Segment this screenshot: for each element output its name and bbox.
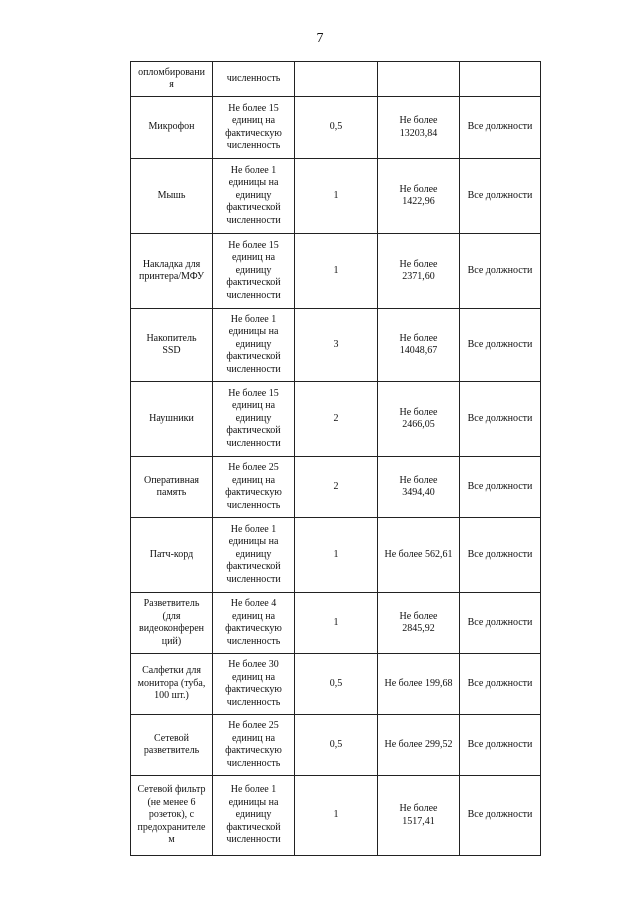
- table-row: [131, 159, 541, 234]
- quantity-norm-line: единицу: [235, 338, 272, 350]
- item-name-line: SSD: [162, 345, 181, 356]
- quantity-norm-line: единиц на: [231, 474, 276, 486]
- price-limit-line: Не более: [399, 183, 438, 195]
- quantity-norm-line: фактической: [226, 351, 281, 363]
- price-limit-line: Не более: [399, 610, 438, 622]
- item-name-cell: [131, 159, 213, 234]
- quantity-norm-cell: [213, 309, 295, 382]
- quantity-norm-line: единицы на: [228, 326, 279, 338]
- price-limit-cell: [378, 309, 460, 382]
- quantity-norm-line: численность: [226, 499, 281, 511]
- price-limit-cell: [378, 457, 460, 518]
- positions-cell: Все должности: [460, 654, 541, 715]
- quantity-norm-line: численности: [226, 573, 281, 585]
- quantity-norm-line: Не более 25: [228, 720, 279, 731]
- page-number: 7: [316, 31, 324, 46]
- quantity-norm-line: единицу: [235, 189, 272, 201]
- quantity-norm-cell: [213, 715, 295, 776]
- price-limit-cell: [378, 382, 460, 457]
- quantity-norm-line: фактическую: [225, 127, 282, 139]
- positions-cell: Все должности: [460, 518, 541, 593]
- quantity-norm-line: численность: [226, 635, 281, 647]
- price-limit-line: 2466,05: [402, 419, 435, 430]
- item-name-line: (не менее 6: [147, 796, 196, 808]
- price-limit-cell: [378, 518, 460, 593]
- quantity-norm-line: фактической: [226, 277, 281, 289]
- table-row: [131, 715, 541, 776]
- quantity-norm-line: единицу: [235, 412, 272, 424]
- quantity-norm-line: единиц на: [231, 732, 276, 744]
- quantity-norm-cell: [213, 382, 295, 457]
- item-name-line: Патч-корд: [149, 548, 194, 560]
- quantity-norm-line: численности: [226, 834, 281, 846]
- item-name-line: Накладка для: [142, 258, 201, 270]
- quantity-norm-line: численности: [226, 437, 281, 449]
- price-limit-cell: [378, 593, 460, 654]
- quantity-norm-line: единицы на: [228, 796, 279, 808]
- item-name-line: принтера/МФУ: [138, 271, 205, 282]
- quantity-norm-cell: [213, 776, 295, 856]
- quantity-norm-cell: [213, 62, 295, 97]
- price-limit-cell: [378, 654, 460, 715]
- table-row: [131, 776, 541, 856]
- units-count-cell: 0,5: [295, 97, 378, 159]
- item-name-line: Сетевой: [153, 732, 190, 744]
- table-row: [131, 97, 541, 159]
- price-limit-line: Не более: [399, 115, 438, 126]
- positions-cell: [460, 62, 541, 97]
- positions-cell: Все должности: [460, 715, 541, 776]
- quantity-norm-cell: [213, 234, 295, 309]
- quantity-norm-line: Не более 1: [230, 784, 277, 796]
- table-row: [131, 62, 541, 97]
- quantity-norm-line: Не более 15: [228, 239, 279, 251]
- item-name-line: память: [156, 487, 187, 498]
- item-name-line: Накопитель: [146, 332, 197, 344]
- quantity-norm-line: единицы на: [228, 536, 279, 548]
- item-name-line: ций): [161, 635, 182, 647]
- quantity-norm-line: фактическую: [225, 684, 282, 695]
- quantity-norm-line: единицы на: [228, 177, 279, 189]
- item-name-line: разветвитель: [143, 745, 200, 756]
- item-name-line: (для: [162, 610, 181, 622]
- quantity-norm-cell: [213, 97, 295, 159]
- item-name-cell: [131, 715, 213, 776]
- item-name-cell: [131, 234, 213, 309]
- quantity-norm-line: единиц на: [231, 252, 276, 264]
- quantity-norm-line: единиц на: [231, 610, 276, 622]
- quantity-norm-line: фактической: [226, 425, 281, 437]
- item-name-line: видеоконферен: [138, 623, 204, 634]
- quantity-norm-line: Не более 25: [228, 462, 279, 473]
- price-limit-line: 13203,84: [399, 127, 438, 139]
- units-count-cell: 0,5: [295, 654, 378, 715]
- quantity-norm-line: численность: [226, 696, 281, 708]
- table-row: [131, 654, 541, 715]
- quantity-norm-line: Не более 1: [230, 313, 277, 325]
- price-limit-line: 3494,40: [402, 487, 435, 498]
- item-name-line: м: [168, 834, 175, 846]
- quantity-norm-line: численности: [226, 214, 281, 226]
- quantity-norm-line: Не более 15: [228, 387, 279, 399]
- units-count-cell: [295, 62, 378, 97]
- item-name-line: я: [169, 79, 174, 90]
- price-limit-line: Не более: [399, 406, 438, 418]
- item-name-cell: [131, 457, 213, 518]
- item-name-cell: [131, 97, 213, 159]
- units-count-cell: 2: [295, 457, 378, 518]
- table-row: [131, 309, 541, 382]
- units-count-cell: 0,5: [295, 715, 378, 776]
- item-name-line: Микрофон: [148, 121, 195, 133]
- units-count-cell: 1: [295, 518, 378, 593]
- quantity-norm-line: Не более 4: [230, 598, 277, 609]
- table-row: [131, 234, 541, 309]
- price-limit-cell: [378, 62, 460, 97]
- price-limit-cell: [378, 234, 460, 309]
- price-limit-line: Не более 199,68: [384, 677, 453, 689]
- quantity-norm-line: Не более 1: [230, 523, 277, 535]
- quantity-norm-cell: [213, 654, 295, 715]
- quantity-norm-cell: [213, 518, 295, 593]
- price-limit-line: 1422,96: [402, 196, 435, 207]
- table-body: [131, 62, 541, 856]
- quantity-norm-line: фактическую: [225, 623, 282, 634]
- positions-cell: Все должности: [460, 234, 541, 309]
- item-name-line: Наушники: [149, 412, 194, 424]
- item-name-cell: [131, 309, 213, 382]
- item-name-cell: [131, 518, 213, 593]
- item-name-cell: [131, 654, 213, 715]
- price-limit-line: Не более: [399, 803, 438, 814]
- quantity-norm-line: единиц на: [231, 671, 276, 683]
- item-name-cell: [131, 62, 213, 97]
- price-limit-line: Не более: [399, 332, 438, 344]
- positions-cell: Все должности: [460, 593, 541, 654]
- quantity-norm-line: Не более 30: [228, 659, 279, 670]
- quantity-norm-line: единицу: [235, 809, 272, 821]
- item-name-line: предохранителе: [137, 821, 206, 833]
- quantity-norm-line: фактическую: [225, 745, 282, 756]
- price-limit-line: Не более 299,52: [384, 738, 453, 750]
- item-name-line: Сетевой фильтр: [137, 784, 206, 796]
- price-limit-line: Не более: [399, 258, 438, 270]
- price-limit-line: 2845,92: [402, 623, 435, 634]
- positions-cell: Все должности: [460, 382, 541, 457]
- price-limit-cell: [378, 97, 460, 159]
- item-name-line: розеток), с: [148, 809, 195, 821]
- item-name-cell: [131, 593, 213, 654]
- positions-cell: Все должности: [460, 97, 541, 159]
- quantity-norm-line: Не более 15: [228, 102, 279, 114]
- quantity-norm-line: численность: [226, 140, 281, 151]
- units-count-cell: 3: [295, 309, 378, 382]
- item-name-line: 100 шт.): [154, 690, 189, 702]
- positions-cell: Все должности: [460, 309, 541, 382]
- item-name-line: оплoмбировани: [138, 66, 205, 78]
- item-name-line: Разветвитель: [143, 598, 200, 609]
- price-limit-line: 14048,67: [399, 345, 438, 356]
- quantity-norm-line: численности: [226, 289, 281, 301]
- price-limit-cell: [378, 159, 460, 234]
- units-count-cell: 1: [295, 776, 378, 856]
- quantity-norm-line: численность: [226, 757, 281, 769]
- quantity-norm-line: единицу: [235, 264, 272, 276]
- price-limit-cell: [378, 715, 460, 776]
- price-limit-cell: [378, 776, 460, 856]
- quantity-norm-cell: [213, 593, 295, 654]
- price-limit-line: 1517,41: [402, 815, 435, 827]
- price-limit-line: Не более: [399, 474, 438, 486]
- item-name-cell: [131, 382, 213, 457]
- units-count-cell: 1: [295, 159, 378, 234]
- equipment-norms-table: [130, 61, 541, 856]
- quantity-norm-line: Не более 1: [230, 164, 277, 176]
- table-row: [131, 382, 541, 457]
- item-name-line: монитора (туба,: [137, 677, 206, 689]
- positions-cell: Все должности: [460, 457, 541, 518]
- item-name-line: Салфетки для: [142, 665, 201, 677]
- quantity-norm-line: фактической: [226, 821, 281, 833]
- price-limit-line: 2371,60: [402, 271, 435, 282]
- quantity-norm-line: единицу: [235, 548, 272, 560]
- units-count-cell: 1: [295, 593, 378, 654]
- units-count-cell: 1: [295, 234, 378, 309]
- quantity-norm-line: фактической: [226, 561, 281, 573]
- quantity-norm-cell: [213, 159, 295, 234]
- item-name-line: Оперативная: [143, 474, 200, 486]
- table-row: [131, 457, 541, 518]
- positions-cell: Все должности: [460, 776, 541, 856]
- quantity-norm-line: фактической: [226, 202, 281, 214]
- price-limit-line: Не более 562,61: [384, 548, 453, 560]
- quantity-norm-line: фактическую: [225, 487, 282, 498]
- item-name-line: Мышь: [157, 189, 186, 201]
- quantity-norm-cell: [213, 457, 295, 518]
- quantity-norm-line: численность: [226, 72, 281, 84]
- table-row: [131, 593, 541, 654]
- quantity-norm-line: единиц на: [231, 115, 276, 126]
- quantity-norm-line: численности: [226, 363, 281, 375]
- item-name-cell: [131, 776, 213, 856]
- quantity-norm-line: единиц на: [231, 400, 276, 412]
- table-row: [131, 518, 541, 593]
- positions-cell: Все должности: [460, 159, 541, 234]
- units-count-cell: 2: [295, 382, 378, 457]
